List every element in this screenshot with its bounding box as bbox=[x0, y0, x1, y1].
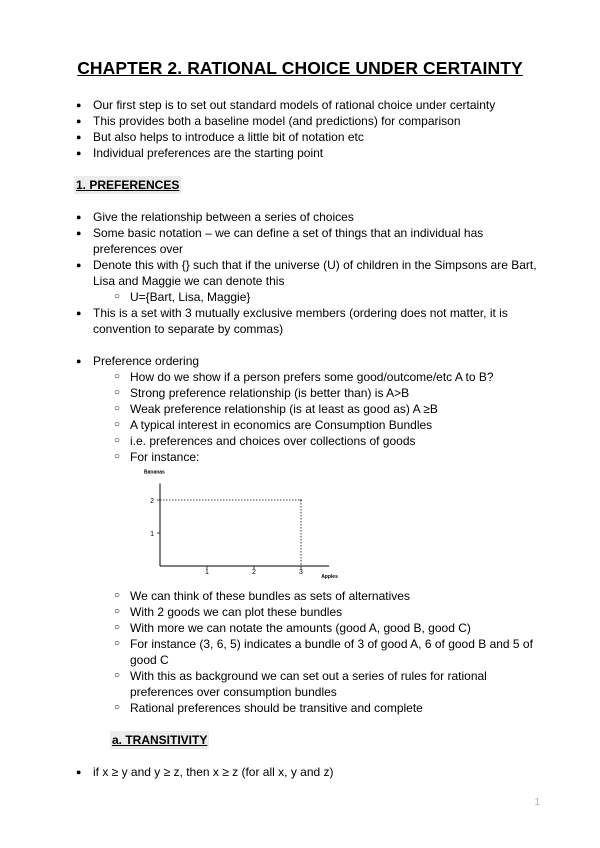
pref-sub-bullet: Rational preferences should be transitive and complete bbox=[130, 701, 423, 715]
page-title: CHAPTER 2. RATIONAL CHOICE UNDER CERTAINTY bbox=[77, 58, 523, 78]
pref-sub-bullet: How do we show if a person prefers some good/outcome/etc A to B? bbox=[130, 370, 494, 384]
pref-sub-bullet: Weak preference relationship (is at least as good as) A ≥B bbox=[130, 402, 438, 416]
pref-sub-bullet: With this as background we can set out a series of rules for rational bbox=[130, 669, 487, 683]
circle-bullet-icon: ○ bbox=[114, 371, 121, 382]
x-tick-label: 2 bbox=[252, 569, 256, 576]
pref-sub-bullet: We can think of these bundles as sets of alternatives bbox=[130, 589, 410, 603]
pref-sub-bullet-cont: good C bbox=[130, 653, 169, 667]
bullet-icon: ● bbox=[76, 116, 82, 126]
x-tick-label: 1 bbox=[205, 569, 209, 576]
bullet-icon: ● bbox=[76, 100, 82, 110]
circle-bullet-icon: ○ bbox=[114, 419, 121, 430]
section-heading-preferences: 1. PREFERENCES bbox=[76, 178, 180, 192]
intro-bullet: Our first step is to set out standard models of rational choice under certainty bbox=[93, 98, 496, 112]
pref-bullet-cont: preferences over bbox=[93, 242, 184, 256]
circle-bullet-icon: ○ bbox=[114, 702, 121, 713]
intro-bullet: Individual preferences are the starting point bbox=[93, 146, 324, 160]
bullet-icon: ● bbox=[76, 212, 82, 222]
pref-sub-bullet: For instance: bbox=[130, 450, 200, 464]
pref-sub-bullet: With more we can notate the amounts (good A, good B, good C) bbox=[130, 621, 471, 635]
pref-sub-bullet-cont: preferences over consumption bundles bbox=[130, 685, 337, 699]
pref-bullet: Preference ordering bbox=[93, 354, 200, 368]
bullet-icon: ● bbox=[76, 308, 82, 318]
bullet-icon: ● bbox=[76, 148, 82, 158]
circle-bullet-icon: ○ bbox=[114, 638, 121, 649]
x-tick-label: 3 bbox=[299, 569, 303, 576]
section-heading-transitivity: a. TRANSITIVITY bbox=[112, 733, 208, 747]
circle-bullet-icon: ○ bbox=[114, 403, 121, 414]
bundle-point bbox=[300, 499, 302, 501]
pref-sub-bullet: A typical interest in economics are Consumption Bundles bbox=[130, 418, 433, 432]
pref-sub-bullet: Strong preference relationship (is better than) is A>B bbox=[130, 386, 410, 400]
pref-sub-bullet: i.e. preferences and choices over collections of goods bbox=[130, 434, 416, 448]
pref-sub-bullet: For instance (3, 6, 5) indicates a bundle of 3 of good A, 6 of good B and 5 of bbox=[130, 637, 533, 651]
pref-bullet: Give the relationship between a series of choices bbox=[93, 210, 354, 224]
bullet-icon: ● bbox=[76, 356, 82, 366]
intro-bullet: This provides both a baseline model (and predictions) for comparison bbox=[93, 114, 461, 128]
bullet-icon: ● bbox=[76, 132, 82, 142]
bullet-icon: ● bbox=[76, 228, 82, 238]
circle-bullet-icon: ○ bbox=[114, 622, 121, 633]
transitivity-bullet: if x ≥ y and y ≥ z, then x ≥ z (for all x, y and z) bbox=[93, 765, 334, 779]
y-tick-label: 1 bbox=[150, 531, 154, 538]
circle-bullet-icon: ○ bbox=[114, 435, 121, 446]
intro-bullet: But also helps to introduce a little bit of notation etc bbox=[93, 130, 364, 144]
circle-bullet-icon: ○ bbox=[114, 590, 121, 601]
circle-bullet-icon: ○ bbox=[114, 387, 121, 398]
pref-bullet-cont: Lisa and Maggie we can denote this bbox=[93, 274, 285, 288]
circle-bullet-icon: ○ bbox=[114, 291, 121, 302]
consumption-bundle-chart bbox=[140, 466, 340, 584]
pref-bullet: Some basic notation – we can define a set of things that an individual has bbox=[93, 226, 484, 240]
pref-bullet-cont: convention to separate by commas) bbox=[93, 322, 284, 336]
pref-sub-bullet: U={Bart, Lisa, Maggie} bbox=[130, 290, 251, 304]
x-axis-label: Apples bbox=[321, 574, 338, 580]
pref-sub-bullet: With 2 goods we can plot these bundles bbox=[130, 605, 343, 619]
pref-bullet: Denote this with {} such that if the universe (U) of children in the Simpsons are Bart, bbox=[93, 258, 537, 272]
page-number: 1 bbox=[534, 797, 540, 808]
bullet-icon: ● bbox=[76, 767, 82, 777]
y-tick-label: 2 bbox=[150, 498, 154, 505]
circle-bullet-icon: ○ bbox=[114, 606, 121, 617]
circle-bullet-icon: ○ bbox=[114, 670, 121, 681]
pref-bullet: This is a set with 3 mutually exclusive members (ordering does not matter, it is bbox=[93, 306, 508, 320]
y-axis-label: Bananas bbox=[144, 469, 165, 476]
circle-bullet-icon: ○ bbox=[114, 451, 121, 462]
bullet-icon: ● bbox=[76, 260, 82, 270]
